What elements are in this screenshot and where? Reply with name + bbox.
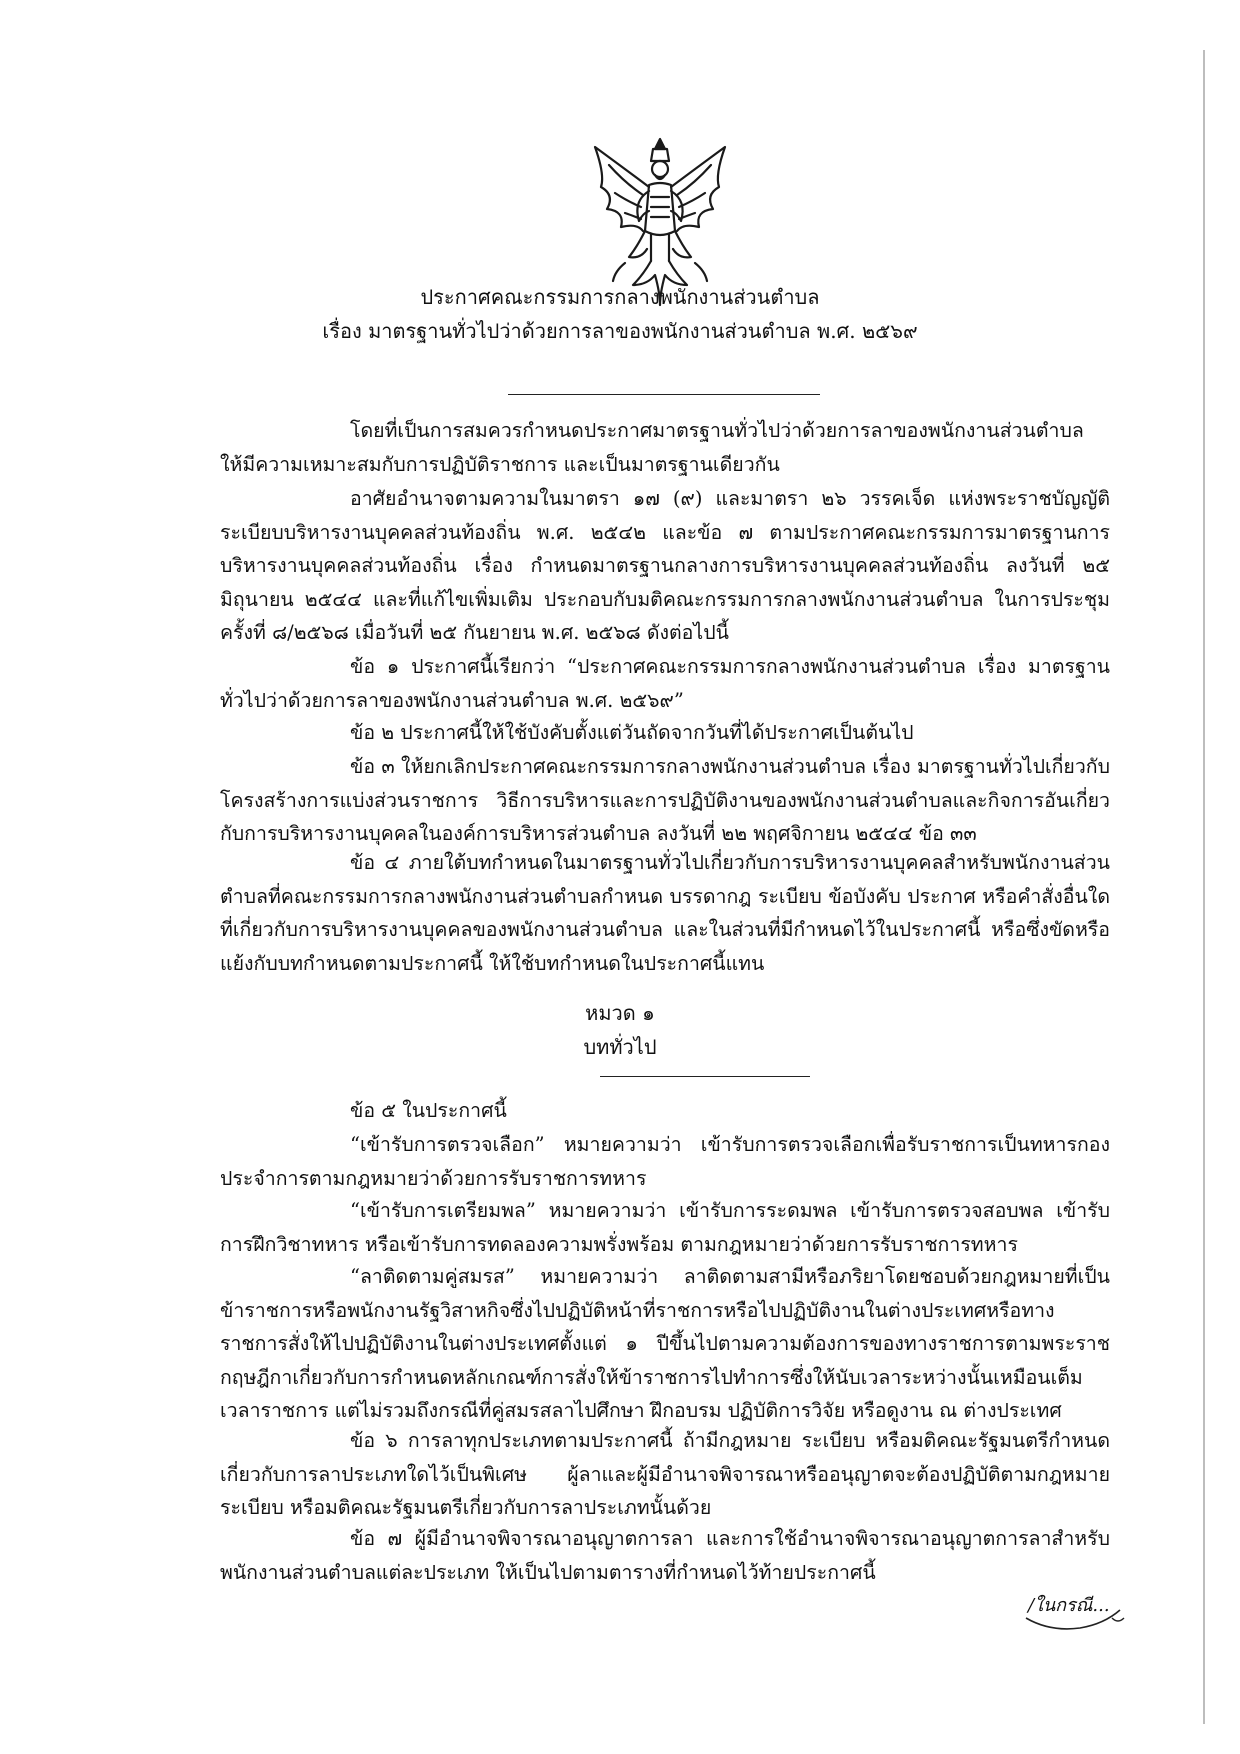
chapter-number: หมวด ๑ [585, 1001, 655, 1025]
title-divider [508, 394, 820, 395]
preamble-paragraph: อาศัยอำนาจตามความในมาตรา ๑๗ (๙) และมาตรา ๒๖ วรรคเจ็ด แห่งพระราชบัญญัติระเบียบบริหารงานบุคคลส่วนท้องถิ่น พ.ศ. ๒๕๔๒ และข้อ ๗ ตามประกาศคณะกรรมการมาตรฐานการบริหารงานบุคคลส่วนท้องถิ่น เรื่อง กำหนดมาตรฐานกลางการบริหารงานบุคคลส่วนท้องถิ่น ลงวันที่ ๒๕ มิถุนายน ๒๕๔๔ และที่แก้ไขเพิ่มเติม ประกอบกับมติคณะกรรมการกลางพนักงานส่วนตำบล ในการประชุม ครั้งที่ ๘/๒๕๖๘ เมื่อวันที่ ๒๕ กันยายน พ.ศ. ๒๕๖๘ ดังต่อไปนี้ [220, 487, 1110, 644]
chapter-title: บททั่วไป [583, 1035, 657, 1059]
clause-5-paragraph: ข้อ ๕ ในประกาศนี้ [350, 1099, 507, 1122]
clause-7-paragraph: ข้อ ๗ ผู้มีอำนาจพิจารณาอนุญาตการลา และการใช้อำนาจพิจารณาอนุญาตการลาสำหรับพนักงานส่วนตำบลแต่ละประเภท ให้เป็นไปตามตารางที่กำหนดไว้ท้ายประกาศนี้ [220, 1527, 1110, 1584]
clause-3-paragraph: ข้อ ๓ ให้ยกเลิกประกาศคณะกรรมการกลางพนักงานส่วนตำบล เรื่อง มาตรฐานทั่วไปเกี่ยวกับโครงสร้างการแบ่งส่วนราชการ วิธีการบริหารและการปฏิบัติงานของพนักงานส่วนตำบลและกิจการอันเกี่ยวกับการบริหารงานบุคคลในองค์การบริหารส่วนตำบล ลงวันที่ ๒๒ พฤศจิกายน ๒๕๔๔ ข้อ ๓๓ [220, 755, 1110, 845]
definition-paragraph: “ลาติดตามคู่สมรส” หมายความว่า ลาติดตามสามีหรือภริยาโดยชอบด้วยกฎหมายที่เป็นข้าราชการหรือพนักงานรัฐวิสาหกิจซึ่งไปปฏิบัติหน้าที่ราชการหรือไปปฏิบัติงานในต่างประเทศหรือทางราชการสั่งให้ไปปฏิบัติงานในต่างประเทศตั้งแต่ ๑ ปีขึ้นไปตามความต้องการของทางราชการตามพระราชกฤษฎีกาเกี่ยวกับการกำหนดหลักเกณฑ์การสั่งให้ข้าราชการไปทำการซึ่งให้นับเวลาระหว่างนั้นเหมือนเต็มเวลาราชการ แต่ไม่รวมถึงกรณีที่คู่สมรสลาไปศึกษา ฝึกอบรม ปฏิบัติการวิจัย หรือดูงาน ณ ต่างประเทศ [220, 1265, 1110, 1422]
signature-mark [1020, 1588, 1130, 1638]
clause-4-paragraph: ข้อ ๔ ภายใต้บทกำหนดในมาตรฐานทั่วไปเกี่ยวกับการบริหารงานบุคคลสำหรับพนักงานส่วนตำบลที่คณะกรรมการกลางพนักงานส่วนตำบลกำหนด บรรดากฎ ระเบียบ ข้อบังคับ ประกาศ หรือคำสั่งอื่นใดที่เกี่ยวกับการบริหารงานบุคคลของพนักงานส่วนตำบล และในส่วนที่มีกำหนดไว้ในประกาศนี้ หรือซึ่งขัดหรือแย้งกับบทกำหนดตามประกาศนี้ ให้ใช้บทกำหนดในประกาศนี้แทน [220, 851, 1110, 975]
clause-1-paragraph: ข้อ ๑ ประกาศนี้เรียกว่า “ประกาศคณะกรรมการกลางพนักงานส่วนตำบล เรื่อง มาตรฐานทั่วไปว่าด้วยการลาของพนักงานส่วนตำบล พ.ศ. ๒๕๖๙” [220, 655, 1110, 712]
clause-6-paragraph: ข้อ ๖ การลาทุกประเภทตามประกาศนี้ ถ้ามีกฎหมาย ระเบียบ หรือมติคณะรัฐมนตรีกำหนดเกี่ยวกับการลาประเภทใดไว้เป็นพิเศษ ผู้ลาและผู้มีอำนาจพิจารณาหรืออนุญาตจะต้องปฏิบัติตามกฎหมาย ระเบียบ หรือมติคณะรัฐมนตรีเกี่ยวกับการลาประเภทนั้นด้วย [220, 1429, 1110, 1519]
chapter-divider [600, 1076, 810, 1077]
preamble-paragraph: โดยที่เป็นการสมควรกำหนดประกาศมาตรฐานทั่วไปว่าด้วยการลาของพนักงานส่วนตำบล ให้มีความเหมาะสมกับการปฏิบัติราชการ และเป็นมาตรฐานเดียวกัน [220, 419, 1084, 476]
document-title-line1: ประกาศคณะกรรมการกลางพนักงานส่วนตำบล [420, 285, 820, 309]
definition-paragraph: “เข้ารับการเตรียมพล” หมายความว่า เข้ารับการระดมพล เข้ารับการตรวจสอบพล เข้ารับการฝึกวิชาทหาร หรือเข้ารับการทดลองความพรั่งพร้อม ตามกฎหมายว่าด้วยการรับราชการทหาร [220, 1199, 1110, 1256]
definition-paragraph: “เข้ารับการตรวจเลือก” หมายความว่า เข้ารับการตรวจเลือกเพื่อรับราชการเป็นทหารกองประจำการตามกฎหมายว่าด้วยการรับราชการทหาร [220, 1133, 1110, 1190]
continuation-note: /ในกรณี... [1028, 1595, 1110, 1616]
clause-2-paragraph: ข้อ ๒ ประกาศนี้ให้ใช้บังคับตั้งแต่วันถัดจากวันที่ได้ประกาศเป็นต้นไป [350, 721, 914, 744]
document-title-line2: เรื่อง มาตรฐานทั่วไปว่าด้วยการลาของพนักงานส่วนตำบล พ.ศ. ๒๕๖๙ [322, 319, 918, 343]
